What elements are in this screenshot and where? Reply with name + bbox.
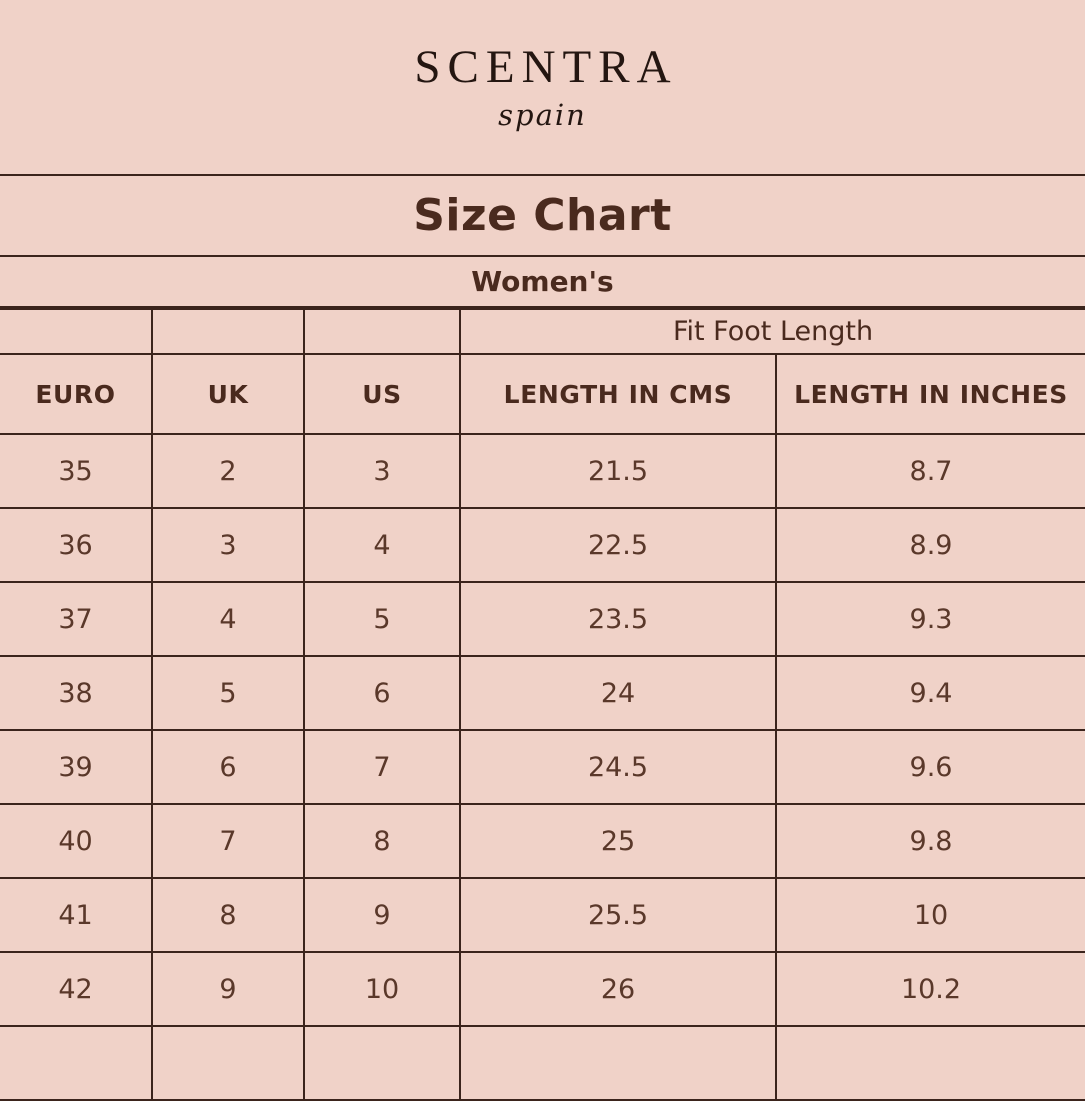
cell-uk: 9 (152, 952, 304, 1026)
page-title-row (0, 176, 1085, 257)
column-header-us: US (304, 354, 460, 434)
cell-euro: 36 (0, 508, 152, 582)
cell-uk (152, 1026, 304, 1100)
brand-name: SCENTRA (414, 41, 678, 93)
table-header-row (0, 354, 1085, 434)
column-header-euro: EURO (0, 354, 152, 434)
cell-cms: 24.5 (460, 730, 776, 804)
cell-inches: 8.7 (776, 434, 1085, 508)
cell-cms: 23.5 (460, 582, 776, 656)
cell-euro: 35 (0, 434, 152, 508)
cell-inches: 10.2 (776, 952, 1085, 1026)
page-subtitle-row (0, 257, 1085, 308)
table-row (0, 730, 1085, 804)
cell-euro: 42 (0, 952, 152, 1026)
cell-inches: 9.3 (776, 582, 1085, 656)
brand-tagline: spain (498, 98, 587, 132)
cell-euro: 37 (0, 582, 152, 656)
group-empty-euro (0, 309, 152, 354)
table-group-row (0, 309, 1085, 354)
cell-cms: 21.5 (460, 434, 776, 508)
page-subtitle: Women's (471, 265, 614, 298)
cell-euro: 38 (0, 656, 152, 730)
size-table (0, 308, 1085, 1101)
table-row (0, 1026, 1085, 1100)
cell-us: 10 (304, 952, 460, 1026)
column-header-length-inches: LENGTH IN INCHES (776, 354, 1085, 434)
group-empty-uk (152, 309, 304, 354)
brand-header (0, 0, 1085, 176)
group-empty-us (304, 309, 460, 354)
table-row (0, 508, 1085, 582)
cell-uk: 2 (152, 434, 304, 508)
cell-euro: 41 (0, 878, 152, 952)
cell-us (304, 1026, 460, 1100)
table-row (0, 804, 1085, 878)
cell-cms: 22.5 (460, 508, 776, 582)
cell-cms: 25.5 (460, 878, 776, 952)
cell-inches (776, 1026, 1085, 1100)
group-header-fit-foot-length: Fit Foot Length (460, 309, 1085, 354)
cell-uk: 7 (152, 804, 304, 878)
cell-us: 5 (304, 582, 460, 656)
cell-us: 4 (304, 508, 460, 582)
cell-cms: 24 (460, 656, 776, 730)
cell-uk: 5 (152, 656, 304, 730)
column-header-uk: UK (152, 354, 304, 434)
table-row (0, 582, 1085, 656)
table-row (0, 434, 1085, 508)
cell-us: 6 (304, 656, 460, 730)
cell-euro: 39 (0, 730, 152, 804)
cell-cms: 25 (460, 804, 776, 878)
cell-us: 3 (304, 434, 460, 508)
cell-inches: 9.8 (776, 804, 1085, 878)
cell-cms (460, 1026, 776, 1100)
table-row (0, 656, 1085, 730)
cell-uk: 3 (152, 508, 304, 582)
cell-inches: 10 (776, 878, 1085, 952)
cell-uk: 8 (152, 878, 304, 952)
cell-us: 8 (304, 804, 460, 878)
cell-euro: 40 (0, 804, 152, 878)
cell-uk: 6 (152, 730, 304, 804)
cell-cms: 26 (460, 952, 776, 1026)
cell-us: 9 (304, 878, 460, 952)
cell-uk: 4 (152, 582, 304, 656)
cell-inches: 9.4 (776, 656, 1085, 730)
cell-us: 7 (304, 730, 460, 804)
table-row (0, 878, 1085, 952)
cell-inches: 8.9 (776, 508, 1085, 582)
cell-inches: 9.6 (776, 730, 1085, 804)
page-title: Size Chart (413, 190, 672, 241)
table-row (0, 952, 1085, 1026)
cell-euro (0, 1026, 152, 1100)
column-header-length-cms: LENGTH IN CMS (460, 354, 776, 434)
